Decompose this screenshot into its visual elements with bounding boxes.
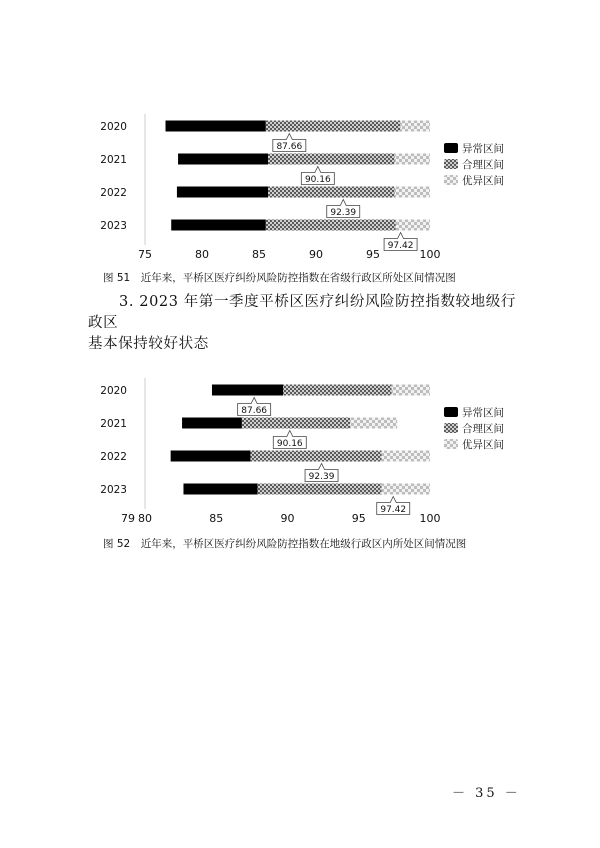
category-label: 2023 xyxy=(100,220,127,232)
legend-label: 异常区间 xyxy=(462,143,504,155)
legend-swatch xyxy=(444,423,458,433)
figure-52-caption: 图 52 近年来，平桥区医疗纠纷风险防控指数在地级行政区内所处区间情况图 xyxy=(103,538,467,550)
category-label: 2022 xyxy=(100,451,127,463)
value-label: 92.39 xyxy=(330,208,357,218)
value-callout xyxy=(384,233,417,252)
figure-52-chart xyxy=(0,372,600,528)
bar-segment-abnormal xyxy=(212,385,283,396)
x-tick-label: 100 xyxy=(419,248,441,261)
bar-segment-abnormal xyxy=(182,418,242,429)
bar-segment-reasonable xyxy=(250,451,381,462)
bar-segment-excellent xyxy=(382,484,430,495)
x-tick-label: 85 xyxy=(252,248,266,261)
value-label: 90.16 xyxy=(276,439,303,449)
value-label: 97.42 xyxy=(387,241,414,251)
category-label: 2020 xyxy=(100,385,127,397)
x-tick-label: 85 xyxy=(209,512,224,525)
bar-segment-abnormal xyxy=(171,451,251,462)
value-callout xyxy=(377,497,410,516)
legend-label: 优异区间 xyxy=(462,175,504,187)
page-number: － 35 － xyxy=(452,786,521,801)
legend-swatch xyxy=(444,407,458,417)
legend-label: 异常区间 xyxy=(462,407,504,419)
legend-label: 优异区间 xyxy=(462,439,504,451)
x-tick-label: 79 xyxy=(121,512,135,525)
bar-segment-reasonable xyxy=(258,484,382,495)
bar-segment-reasonable xyxy=(242,418,350,429)
value-label: 87.66 xyxy=(276,142,303,152)
x-tick-label: 80 xyxy=(195,248,209,261)
value-callout xyxy=(301,167,334,186)
value-label: 90.16 xyxy=(304,175,331,185)
x-tick-label: 90 xyxy=(280,512,295,525)
figure-51-chart xyxy=(0,108,600,266)
bar-segment-abnormal xyxy=(166,121,266,132)
bar-segment-reasonable xyxy=(268,154,395,165)
bar-segment-reasonable xyxy=(266,220,396,231)
value-label: 92.39 xyxy=(308,472,335,482)
value-callout xyxy=(273,134,306,153)
bar-segment-reasonable xyxy=(268,187,395,198)
bar-segment-excellent xyxy=(395,154,430,165)
bar-segment-excellent xyxy=(350,418,397,429)
bar-segment-excellent xyxy=(396,220,430,231)
value-callout xyxy=(238,398,271,417)
legend xyxy=(444,142,504,187)
category-label: 2020 xyxy=(100,121,127,133)
value-label: 87.66 xyxy=(241,406,268,416)
legend xyxy=(444,406,504,451)
x-tick-label: 100 xyxy=(419,512,441,525)
bar-segment-abnormal xyxy=(183,484,257,495)
category-label: 2023 xyxy=(100,484,127,496)
category-label: 2022 xyxy=(100,187,127,199)
x-tick-label: 95 xyxy=(351,512,366,525)
bar-segment-abnormal xyxy=(171,220,266,231)
bar-segment-excellent xyxy=(392,385,430,396)
x-tick-label: 80 xyxy=(138,512,152,525)
bar-segment-reasonable xyxy=(283,385,391,396)
bar-segment-abnormal xyxy=(178,154,268,165)
bar-segment-reasonable xyxy=(266,121,401,132)
legend-label: 合理区间 xyxy=(462,159,504,171)
x-tick-label: 90 xyxy=(309,248,323,261)
bar-segment-excellent xyxy=(395,187,430,198)
value-callout xyxy=(327,200,360,219)
category-label: 2021 xyxy=(100,418,127,430)
x-tick-label: 95 xyxy=(366,248,380,261)
bar-segment-excellent xyxy=(382,451,430,462)
value-callout xyxy=(305,464,338,483)
bar-segment-excellent xyxy=(400,121,430,132)
bar-segment-abnormal xyxy=(177,187,268,198)
value-callout xyxy=(273,431,306,450)
section-heading xyxy=(88,292,528,355)
x-tick-label: 75 xyxy=(138,248,152,261)
category-label: 2021 xyxy=(100,154,127,166)
legend-label: 合理区间 xyxy=(462,423,504,435)
section-heading-line-1: 3. 2023 年第一季度平桥区医疗纠纷风险防控指数较地级行政区 xyxy=(88,294,516,331)
legend-swatch xyxy=(444,175,458,185)
legend-swatch xyxy=(444,439,458,449)
value-label: 97.42 xyxy=(380,505,407,515)
figure-51-caption: 图 51 近年来，平桥区医疗纠纷风险防控指数在省级行政区所处区间情况图 xyxy=(103,272,456,284)
legend-swatch xyxy=(444,143,458,153)
legend-swatch xyxy=(444,159,458,169)
section-heading-line-2: 基本保持较好状态 xyxy=(88,336,209,352)
